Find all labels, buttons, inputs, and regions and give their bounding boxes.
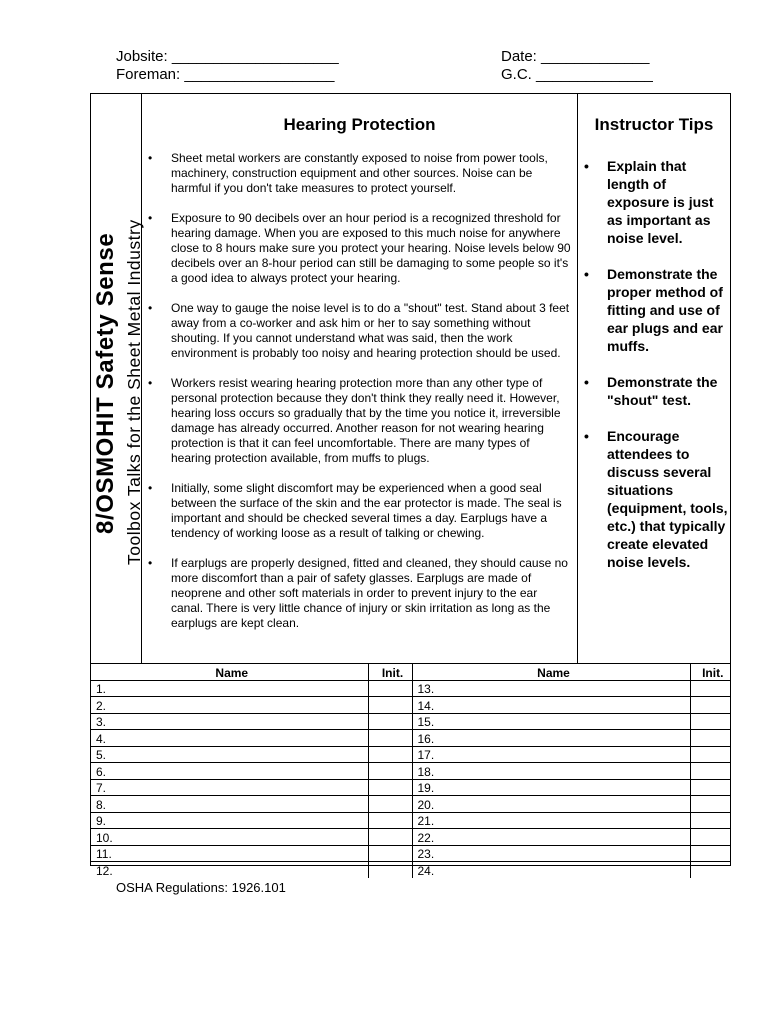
signin-init-cell[interactable] [368,713,412,730]
table-row [91,812,730,829]
tip-item: • Encourage attendees to discuss several situations (equipment, tools, etc.) that typically create elevated noise levels. [584,427,730,571]
signin-name-cell[interactable]: 2. [91,697,368,714]
signin-init-cell[interactable] [690,713,730,730]
signin-name-cell[interactable]: 18. [412,763,690,780]
table-row [91,697,730,714]
signin-init-cell[interactable] [690,746,730,763]
signin-name-cell[interactable]: 15. [412,713,690,730]
table-row [91,746,730,763]
signin-init-cell[interactable] [690,763,730,780]
talk-bullet: • If earplugs are properly designed, fitted and cleaned, they should cause no more discomfort than a pair of safety glasses. Earplugs are made of neoprene and other soft materials in order to prevent injury to the ear canal. There is very little chance of injury or skin irritation as long as the earplugs are kept clean. [148,556,572,631]
signin-name-cell[interactable]: 16. [412,730,690,747]
signin-init-cell[interactable] [690,680,730,697]
signin-name-cell[interactable]: 13. [412,680,690,697]
tips-divider [577,94,578,663]
talk-bullet: • Workers resist wearing hearing protection more than any other type of personal protection because they don't think they really need it. However, hearing loss occurs so gradually that by the time you notice it, irreversible damage has already occurred. Another reason for not wearing hearing protection is that it can feel uncomfortable. There are many types of hearing protection available, from muffs to plugs. [148,376,572,466]
signin-name-cell[interactable]: 1. [91,680,368,697]
signin-name-cell[interactable]: 23. [412,845,690,862]
signin-init-cell[interactable] [368,680,412,697]
signin-name-cell[interactable]: 17. [412,746,690,763]
signin-init-cell[interactable] [368,812,412,829]
signin-name-cell[interactable]: 9. [91,812,368,829]
signin-init-cell[interactable] [690,862,730,878]
signin-init-cell[interactable] [690,796,730,813]
tip-item: • Explain that length of exposure is just as important as noise level. [584,157,730,247]
talk-bullet: • One way to gauge the noise level is to do a "shout" test. Stand about 3 feet away from a co-worker and ask him or her to say something without shouting. If you cannot understand what was said, then the work environment is probably too noisy and hearing protection should be used. [148,301,572,361]
table-header-row [91,664,730,680]
osha-regulations: OSHA Regulations: 1926.101 [116,880,286,895]
signin-init-cell[interactable] [368,829,412,846]
signin-init-cell[interactable] [368,746,412,763]
signin-name-cell[interactable]: 12. [91,862,368,878]
table-row [91,779,730,796]
date-field[interactable]: Date: _____________ [501,48,650,65]
signin-name-cell[interactable]: 10. [91,829,368,846]
signin-init-cell[interactable] [368,730,412,747]
signin-name-cell[interactable]: 5. [91,746,368,763]
signin-name-cell[interactable]: 24. [412,862,690,878]
tips-title: Instructor Tips [594,115,714,134]
tip-item: • Demonstrate the proper method of fitting and use of ear plugs and ear muffs. [584,265,730,355]
signin-init-cell[interactable] [368,845,412,862]
talk-bullet: • Initially, some slight discomfort may be experienced when a good seal between the surface of the skin and the ear protector is made. The seal is important and should be checked several times a day. Earplugs have a tendency of working loose as a result of talking or chewing. [148,481,572,541]
table-row [91,763,730,780]
signin-name-cell[interactable]: 11. [91,845,368,862]
table-row [91,730,730,747]
signin-init-cell[interactable] [368,779,412,796]
signin-init-cell[interactable] [368,796,412,813]
signin-init-cell[interactable] [690,779,730,796]
talk-bullet: • Exposure to 90 decibels over an hour period is a recognized threshold for hearing damage. When you are exposed to this much noise for anywhere close to 8 hours make sure you protect your hearing. Noise levels below 90 decibels over an 8-hour period can still be damaging to some people so it's a good idea to always protect your hearing. [148,211,572,286]
signin-table [91,664,730,878]
talk-bullet-list [148,151,572,646]
signin-init-cell[interactable] [690,829,730,846]
init-header: Init. [690,664,730,680]
signin-name-cell[interactable]: 7. [91,779,368,796]
name-header: Name [91,664,368,680]
table-row [91,862,730,878]
table-row [91,796,730,813]
signin-name-cell[interactable]: 22. [412,829,690,846]
signin-name-cell[interactable]: 6. [91,763,368,780]
foreman-field[interactable]: Foreman: __________________ [116,66,335,83]
table-row [91,680,730,697]
table-row [91,829,730,846]
table-row [91,845,730,862]
signin-init-cell[interactable] [368,763,412,780]
signin-name-cell[interactable]: 20. [412,796,690,813]
signin-name-cell[interactable]: 19. [412,779,690,796]
gc-field[interactable]: G.C. ______________ [501,66,653,83]
table-row [91,713,730,730]
brand-subtitle: Toolbox Talks for the Sheet Metal Industry [124,219,144,565]
tip-item: • Demonstrate the "shout" test. [584,373,730,409]
signin-name-cell[interactable]: 3. [91,713,368,730]
signin-init-cell[interactable] [368,697,412,714]
page-title: Hearing Protection [283,115,436,134]
signin-name-cell[interactable]: 21. [412,812,690,829]
signin-init-cell[interactable] [690,730,730,747]
signin-name-cell[interactable]: 4. [91,730,368,747]
signin-name-cell[interactable]: 14. [412,697,690,714]
tips-list [584,157,730,589]
signin-init-cell[interactable] [690,812,730,829]
name-header: Name [412,664,690,680]
signin-rows [91,680,730,878]
signin-init-cell[interactable] [690,845,730,862]
talk-bullet: • Sheet metal workers are constantly exposed to noise from power tools, machinery, construction equipment and other sources. Noise can be harmful if you don't take measures to protect yourself. [148,151,572,196]
signin-init-cell[interactable] [690,697,730,714]
brand-title: 8/OSMOHIT Safety Sense [92,232,119,534]
jobsite-field[interactable]: Jobsite: ____________________ [116,48,339,65]
signin-name-cell[interactable]: 8. [91,796,368,813]
init-header: Init. [368,664,412,680]
signin-init-cell[interactable] [368,862,412,878]
